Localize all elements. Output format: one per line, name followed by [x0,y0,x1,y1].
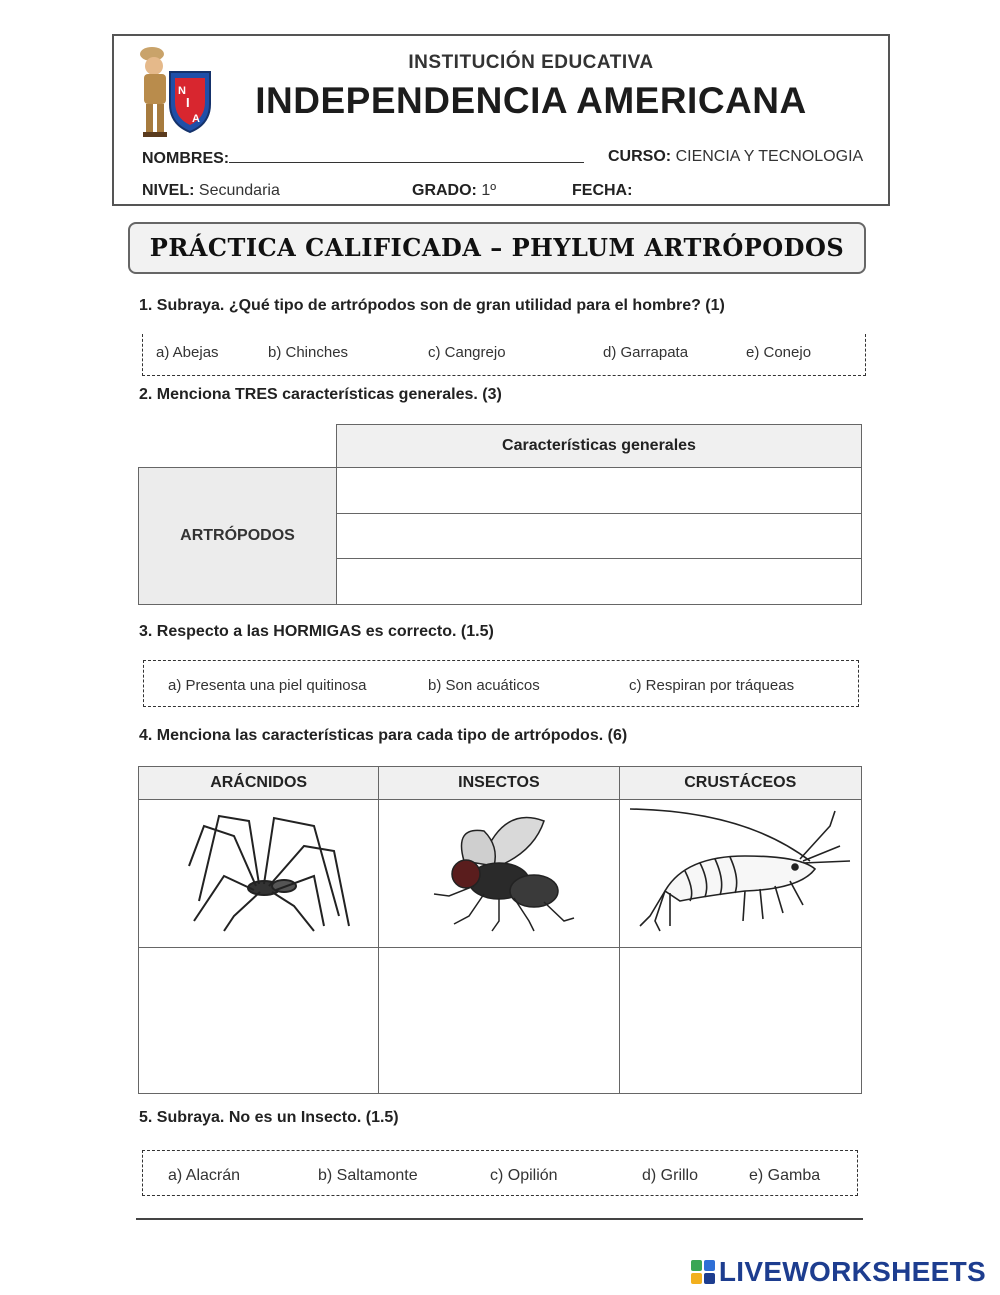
q4-answer-insectos[interactable] [379,948,619,1094]
grado-label: GRADO: [412,182,477,199]
q5-option-d[interactable]: d) Grillo [642,1167,699,1184]
q2-answer-3[interactable] [336,558,862,605]
fly-icon [404,806,594,936]
question-5: 5. Subraya. No es un Insecto. (1.5) [139,1109,399,1126]
question-1: 1. Subraya. ¿Qué tipo de artrópodos son de gran utilidad para el hombre? (1) [139,297,725,314]
nivel-field [142,182,280,200]
nombres-field[interactable] [142,148,584,168]
fecha-label: FECHA: [572,182,633,199]
q2-table-header: Características generales [336,424,862,468]
institution-name: INDEPENDENCIA AMERICANA [255,80,807,121]
page-title: PRÁCTICA CALIFICADA – PHYLUM ARTRÓPODOS [149,233,845,262]
q5-option-b[interactable]: b) Saltamonte [318,1167,418,1184]
liveworksheets-logo-icon [691,1260,715,1284]
q2-row-label: ARTRÓPODOS [138,467,337,605]
question-4: 4. Menciona las características para cada tipo de artrópodos. (6) [139,727,628,744]
curso-field [608,148,863,166]
q4-image-aracnidos [139,800,379,948]
nivel-label: NIVEL: [142,182,195,199]
question-2: 2. Menciona TRES características generales. (3) [139,386,502,403]
q1-option-b[interactable]: b) Chinches [268,344,349,361]
curso-label: CURSO: [608,148,672,165]
grado-value: 1º [481,182,497,199]
q2-answer-2[interactable] [336,513,862,559]
footer-divider [136,1218,863,1220]
q4-image-insectos [379,800,619,948]
q3-option-a[interactable]: a) Presenta una piel quitinosa [168,677,367,694]
spider-icon [164,806,354,936]
q4-header-crustaceos: CRUSTÁCEOS [619,767,861,800]
q1-option-d[interactable]: d) Garrapata [603,344,689,361]
q1-option-c[interactable]: c) Cangrejo [428,344,506,361]
q3-option-b[interactable]: b) Son acuáticos [428,677,540,694]
q5-option-e[interactable]: e) Gamba [749,1167,821,1184]
grado-field [412,182,496,200]
q3-option-c[interactable]: c) Respiran por tráqueas [629,677,795,694]
crest-letter-n: N [178,85,186,97]
q1-option-e[interactable]: e) Conejo [746,344,812,361]
title-banner [128,222,866,274]
q4-header-insectos: INSECTOS [379,767,619,800]
header-box [112,34,890,206]
institution-label: INSTITUCIÓN EDUCATIVA [408,52,654,73]
liveworksheets-brand[interactable] [691,1256,986,1288]
brand-text: LIVEWORKSHEETS [718,1256,986,1287]
q2-answer-1[interactable] [336,467,862,514]
q5-option-a[interactable]: a) Alacrán [168,1167,241,1184]
q4-image-crustaceos [619,800,861,948]
nombres-label: NOMBRES: [142,150,230,167]
q4-table [138,766,862,1094]
shrimp-icon [625,801,855,941]
q4-header-aracnidos: ARÁCNIDOS [139,767,379,800]
question-3: 3. Respecto a las HORMIGAS es correcto. (1.5) [139,623,494,640]
nombres-line[interactable] [229,148,584,163]
q1-option-a[interactable]: a) Abejas [156,344,219,361]
crest-letter-a: A [192,113,200,125]
q4-answer-crustaceos[interactable] [619,948,861,1094]
nivel-value: Secundaria [198,182,280,199]
q4-answer-aracnidos[interactable] [139,948,379,1094]
crest-letter-i: I [186,95,190,110]
q5-option-c[interactable]: c) Opilión [490,1167,558,1184]
curso-value: CIENCIA Y TECNOLOGIA [675,148,864,165]
fecha-field[interactable] [572,182,632,200]
